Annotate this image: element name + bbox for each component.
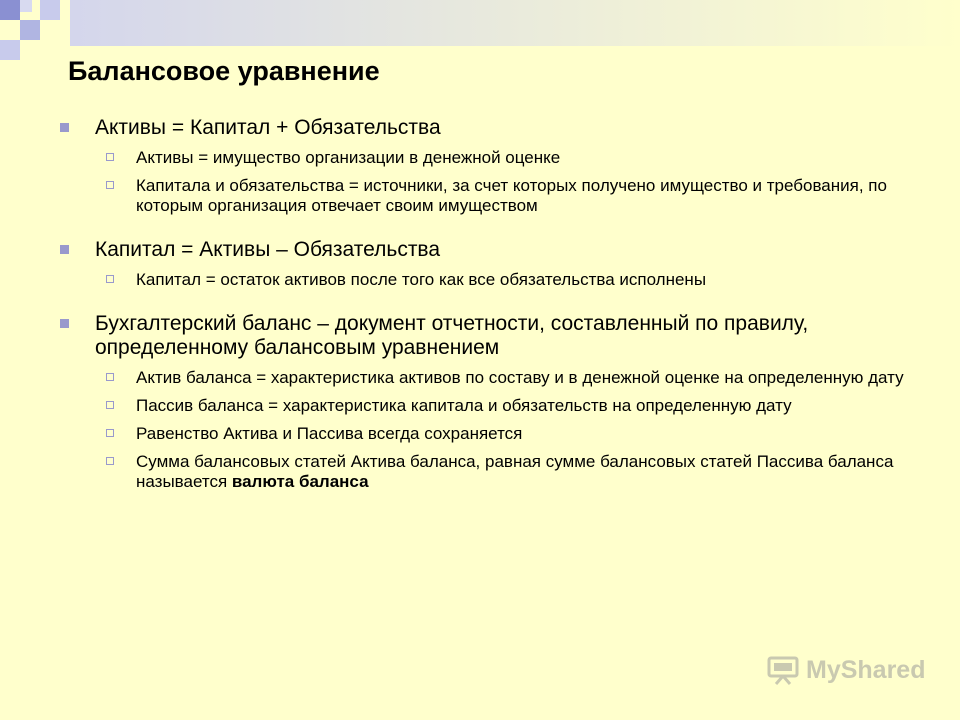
- square-bullet-icon: [60, 319, 69, 328]
- hollow-square-bullet-icon: [106, 181, 114, 189]
- sub-bullet-text: Пассив баланса = характеристика капитала и обязательств на определенную дату: [136, 396, 792, 415]
- presentation-board-icon: [766, 655, 800, 685]
- square-bullet-icon: [60, 123, 69, 132]
- slide-content: [58, 116, 918, 492]
- sub-bullet-text: Активы = имущество организации в денежной оценке: [136, 148, 561, 167]
- hollow-square-bullet-icon: [106, 429, 114, 437]
- corner-decoration: [0, 0, 960, 60]
- sub-bullet-item: [58, 396, 918, 416]
- bullet-item-1-text: Активы = Капитал + Обязательства: [95, 116, 441, 139]
- hollow-square-bullet-icon: [106, 153, 114, 161]
- bullet-item-2: [58, 238, 918, 262]
- sub-bullet-bold-term: валюта баланса: [231, 472, 369, 491]
- sub-bullet-text-prefix: Сумма балансовых статей Актива баланса, равная сумме балансовых статей Пассива баланса называется: [136, 452, 894, 491]
- sub-bullet-text: Капитала и обязательства = источники, за счет которых получено имущество и требования, по которым организация отвечает своим имуществом: [136, 176, 887, 215]
- hollow-square-bullet-icon: [106, 275, 114, 283]
- sub-bullet-text: Актив баланса = характеристика активов по составу и в денежной оценке на определенную дату: [136, 368, 904, 387]
- slide-title: Балансовое уравнение: [68, 56, 380, 86]
- watermark-logo: [766, 655, 925, 685]
- bullet-item-2-text: Капитал = Активы – Обязательства: [95, 238, 441, 261]
- sub-bullet-item: [58, 148, 918, 168]
- sub-bullet-item: [58, 368, 918, 388]
- sub-bullet-text: Капитал = остаток активов после того как все обязательства исполнены: [136, 270, 707, 289]
- sub-bullet-item: [58, 452, 918, 492]
- hollow-square-bullet-icon: [106, 457, 114, 465]
- sub-bullet-text: [136, 452, 893, 491]
- sub-bullet-text: Равенство Актива и Пассива всегда сохраняется: [136, 424, 523, 443]
- hollow-square-bullet-icon: [106, 401, 114, 409]
- square-bullet-icon: [60, 245, 69, 254]
- sub-bullet-item: [58, 270, 918, 290]
- bullet-item-3: [58, 312, 918, 360]
- bullet-item-3-text: Бухгалтерский баланс – документ отчетности, составленный по правилу, определенному балансовым уравнением: [95, 312, 809, 359]
- sub-bullet-item: [58, 176, 918, 216]
- watermark-text: MyShared: [806, 655, 926, 684]
- sub-bullet-item: [58, 424, 918, 444]
- bullet-item-1: [58, 116, 918, 140]
- hollow-square-bullet-icon: [106, 373, 114, 381]
